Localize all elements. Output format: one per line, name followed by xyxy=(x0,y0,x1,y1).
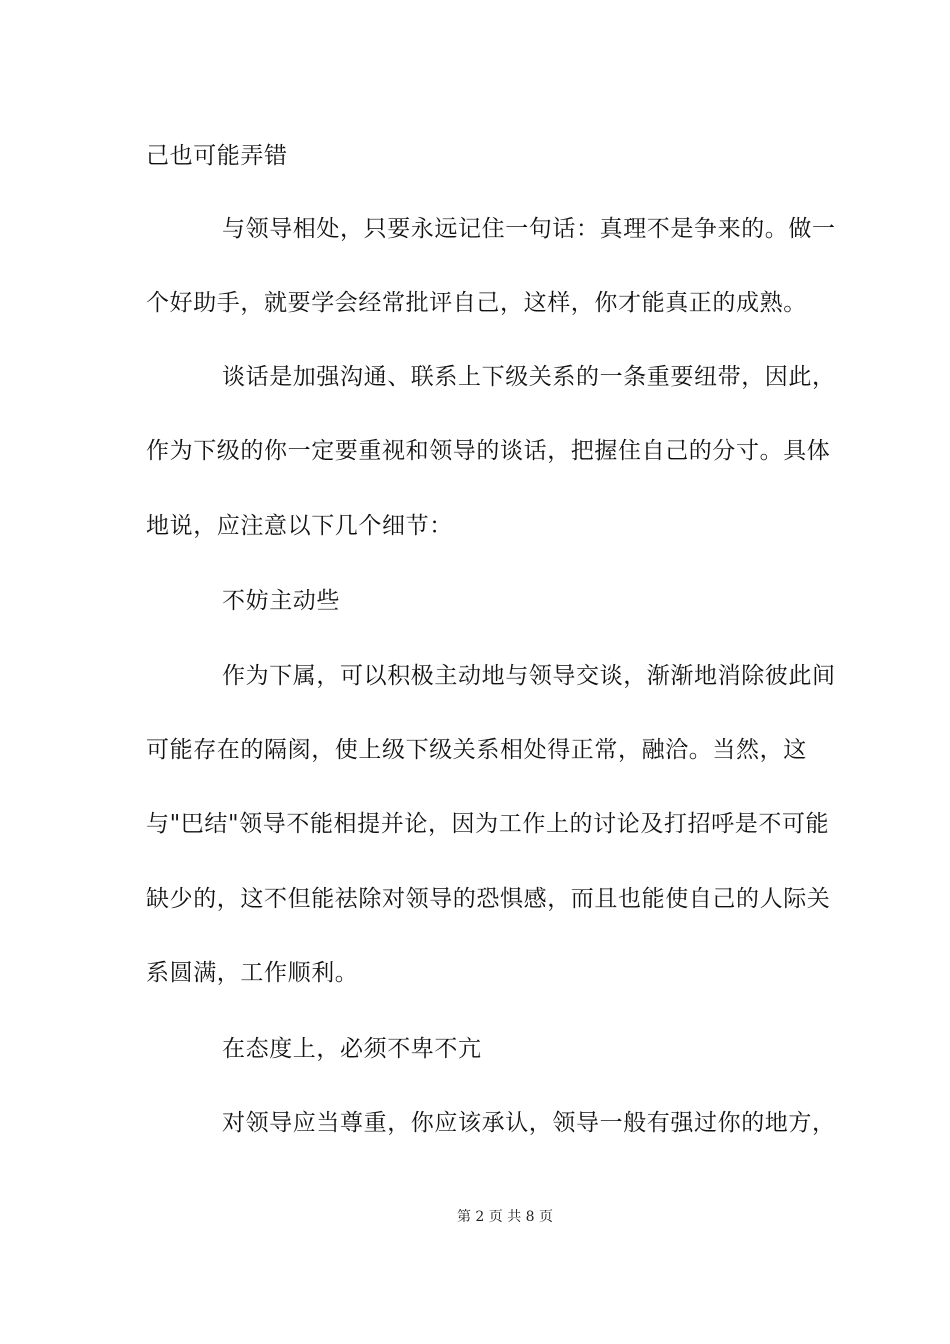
text-line: 作为下属，可以积极主动地与领导交谈，渐渐地消除彼此间 xyxy=(222,663,836,689)
text-line: 个好助手，就要学会经常批评自己，这样，你才能真正的成熟。 xyxy=(146,290,807,316)
text-line: 作为下级的你一定要重视和领导的谈话，把握住自己的分寸。具体 xyxy=(146,438,831,464)
text-line: 地说，应注意以下几个细节： xyxy=(146,513,453,539)
text-line: 与"巴结"领导不能相提并论，因为工作上的讨论及打招呼是不可能 xyxy=(146,811,830,837)
text-line: 系圆满，工作顺利。 xyxy=(146,960,359,986)
text-line: 与领导相处，只要永远记住一句话：真理不是争来的。做一 xyxy=(222,216,836,242)
section-heading: 不妨主动些 xyxy=(222,588,340,614)
text-line: 缺少的，这不但能祛除对领导的恐惧感，而且也能使自己的人际关 xyxy=(146,886,831,912)
text-line: 可能存在的隔阂，使上级下级关系相处得正常，融洽。当然，这 xyxy=(146,737,807,763)
text-line: 己也可能弄错 xyxy=(146,143,288,169)
text-line: 谈话是加强沟通、联系上下级关系的一条重要纽带，因此， xyxy=(222,364,836,390)
text-line: 对领导应当尊重，你应该承认，领导一般有强过你的地方， xyxy=(222,1110,836,1136)
section-heading: 在态度上，必须不卑不亢 xyxy=(222,1036,482,1062)
page-number-footer: 第 2 页 共 8 页 xyxy=(456,1209,554,1225)
